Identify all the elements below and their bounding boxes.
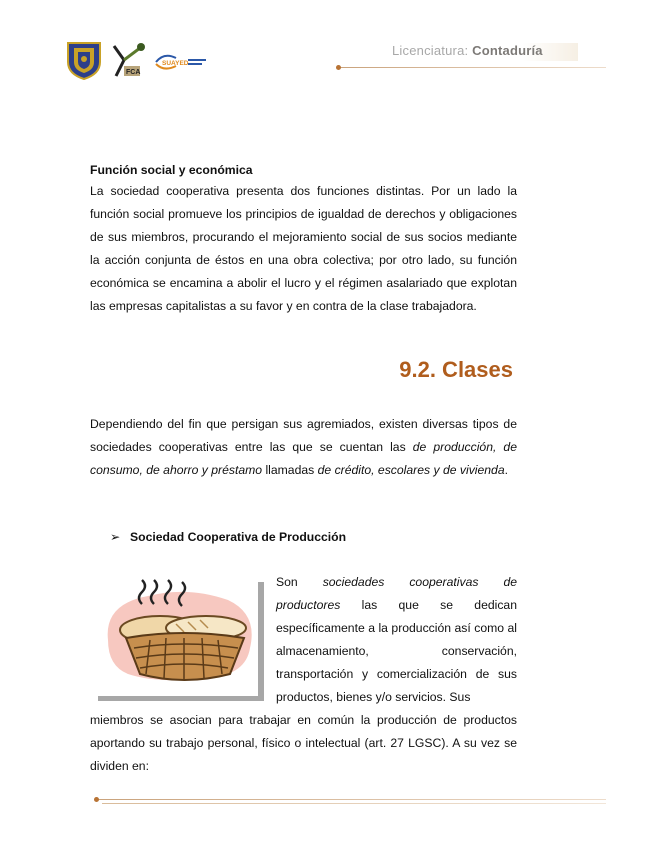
footer-rule-secondary: [102, 803, 606, 804]
bullet-label: Sociedad Cooperativa de Producción: [130, 530, 347, 544]
section-paragraph: La sociedad cooperativa presenta dos funciones distintas. Por un lado la función social promueve los principios de igualdad de derechos y obligaciones de sus miembros, procurando el mejoramiento social de sus socios mediante la acción conjunta de éstos en una obra colectiva; por otro lado, su función económica se encamina a abolir el lucro y el régimen asalariado que explotan las empresas capitalistas a su favor y en contra de la clase trabajadora.: [90, 184, 517, 314]
production-paragraph-start: Son sociedades cooperativas de productores las que se dedican específicamente a la producción así como al almacenamiento, conservación, transportación y comercialización de sus productos, bienes y/o servicios. Sus: [276, 575, 517, 705]
program-label: Licenciatura: Contaduría: [392, 43, 578, 61]
section-title: 9.2. Clases: [399, 357, 513, 382]
section-social-economic: [90, 160, 517, 319]
classes-intro: [90, 413, 517, 482]
header-rule-dot: [336, 65, 341, 70]
section-heading: Función social y económica: [90, 163, 253, 177]
bread-basket-illustration: [98, 578, 270, 702]
bullet-production: [110, 530, 346, 544]
production-paragraph-continuation: miembros se asocian para trabajar en común la producción de productos aportando su trabajo personal, físico o intelectual (art. 27 LGSC). A su vez se dividen en:: [90, 713, 517, 774]
fca-logo: [110, 40, 150, 80]
footer-rule: [95, 799, 606, 800]
suayed-logo: [154, 50, 210, 74]
header-rule: [338, 67, 606, 68]
unam-shield-logo: [66, 40, 102, 80]
svg-text:FCA: FCA: [126, 69, 141, 76]
bullet-arrow-icon: ➢: [110, 530, 121, 544]
footer-rule-dot: [94, 797, 99, 802]
classes-intro-paragraph: Dependiendo del fin que persigan sus agremiados, existen diversas tipos de sociedades cooperativas entre las que se cuentan las de producción, de consumo, de ahorro y préstamo llamadas de crédito, escolares y de vivienda.: [90, 417, 517, 478]
program-name: Contaduría: [472, 43, 543, 58]
svg-text:SUAYED: SUAYED: [162, 60, 189, 67]
